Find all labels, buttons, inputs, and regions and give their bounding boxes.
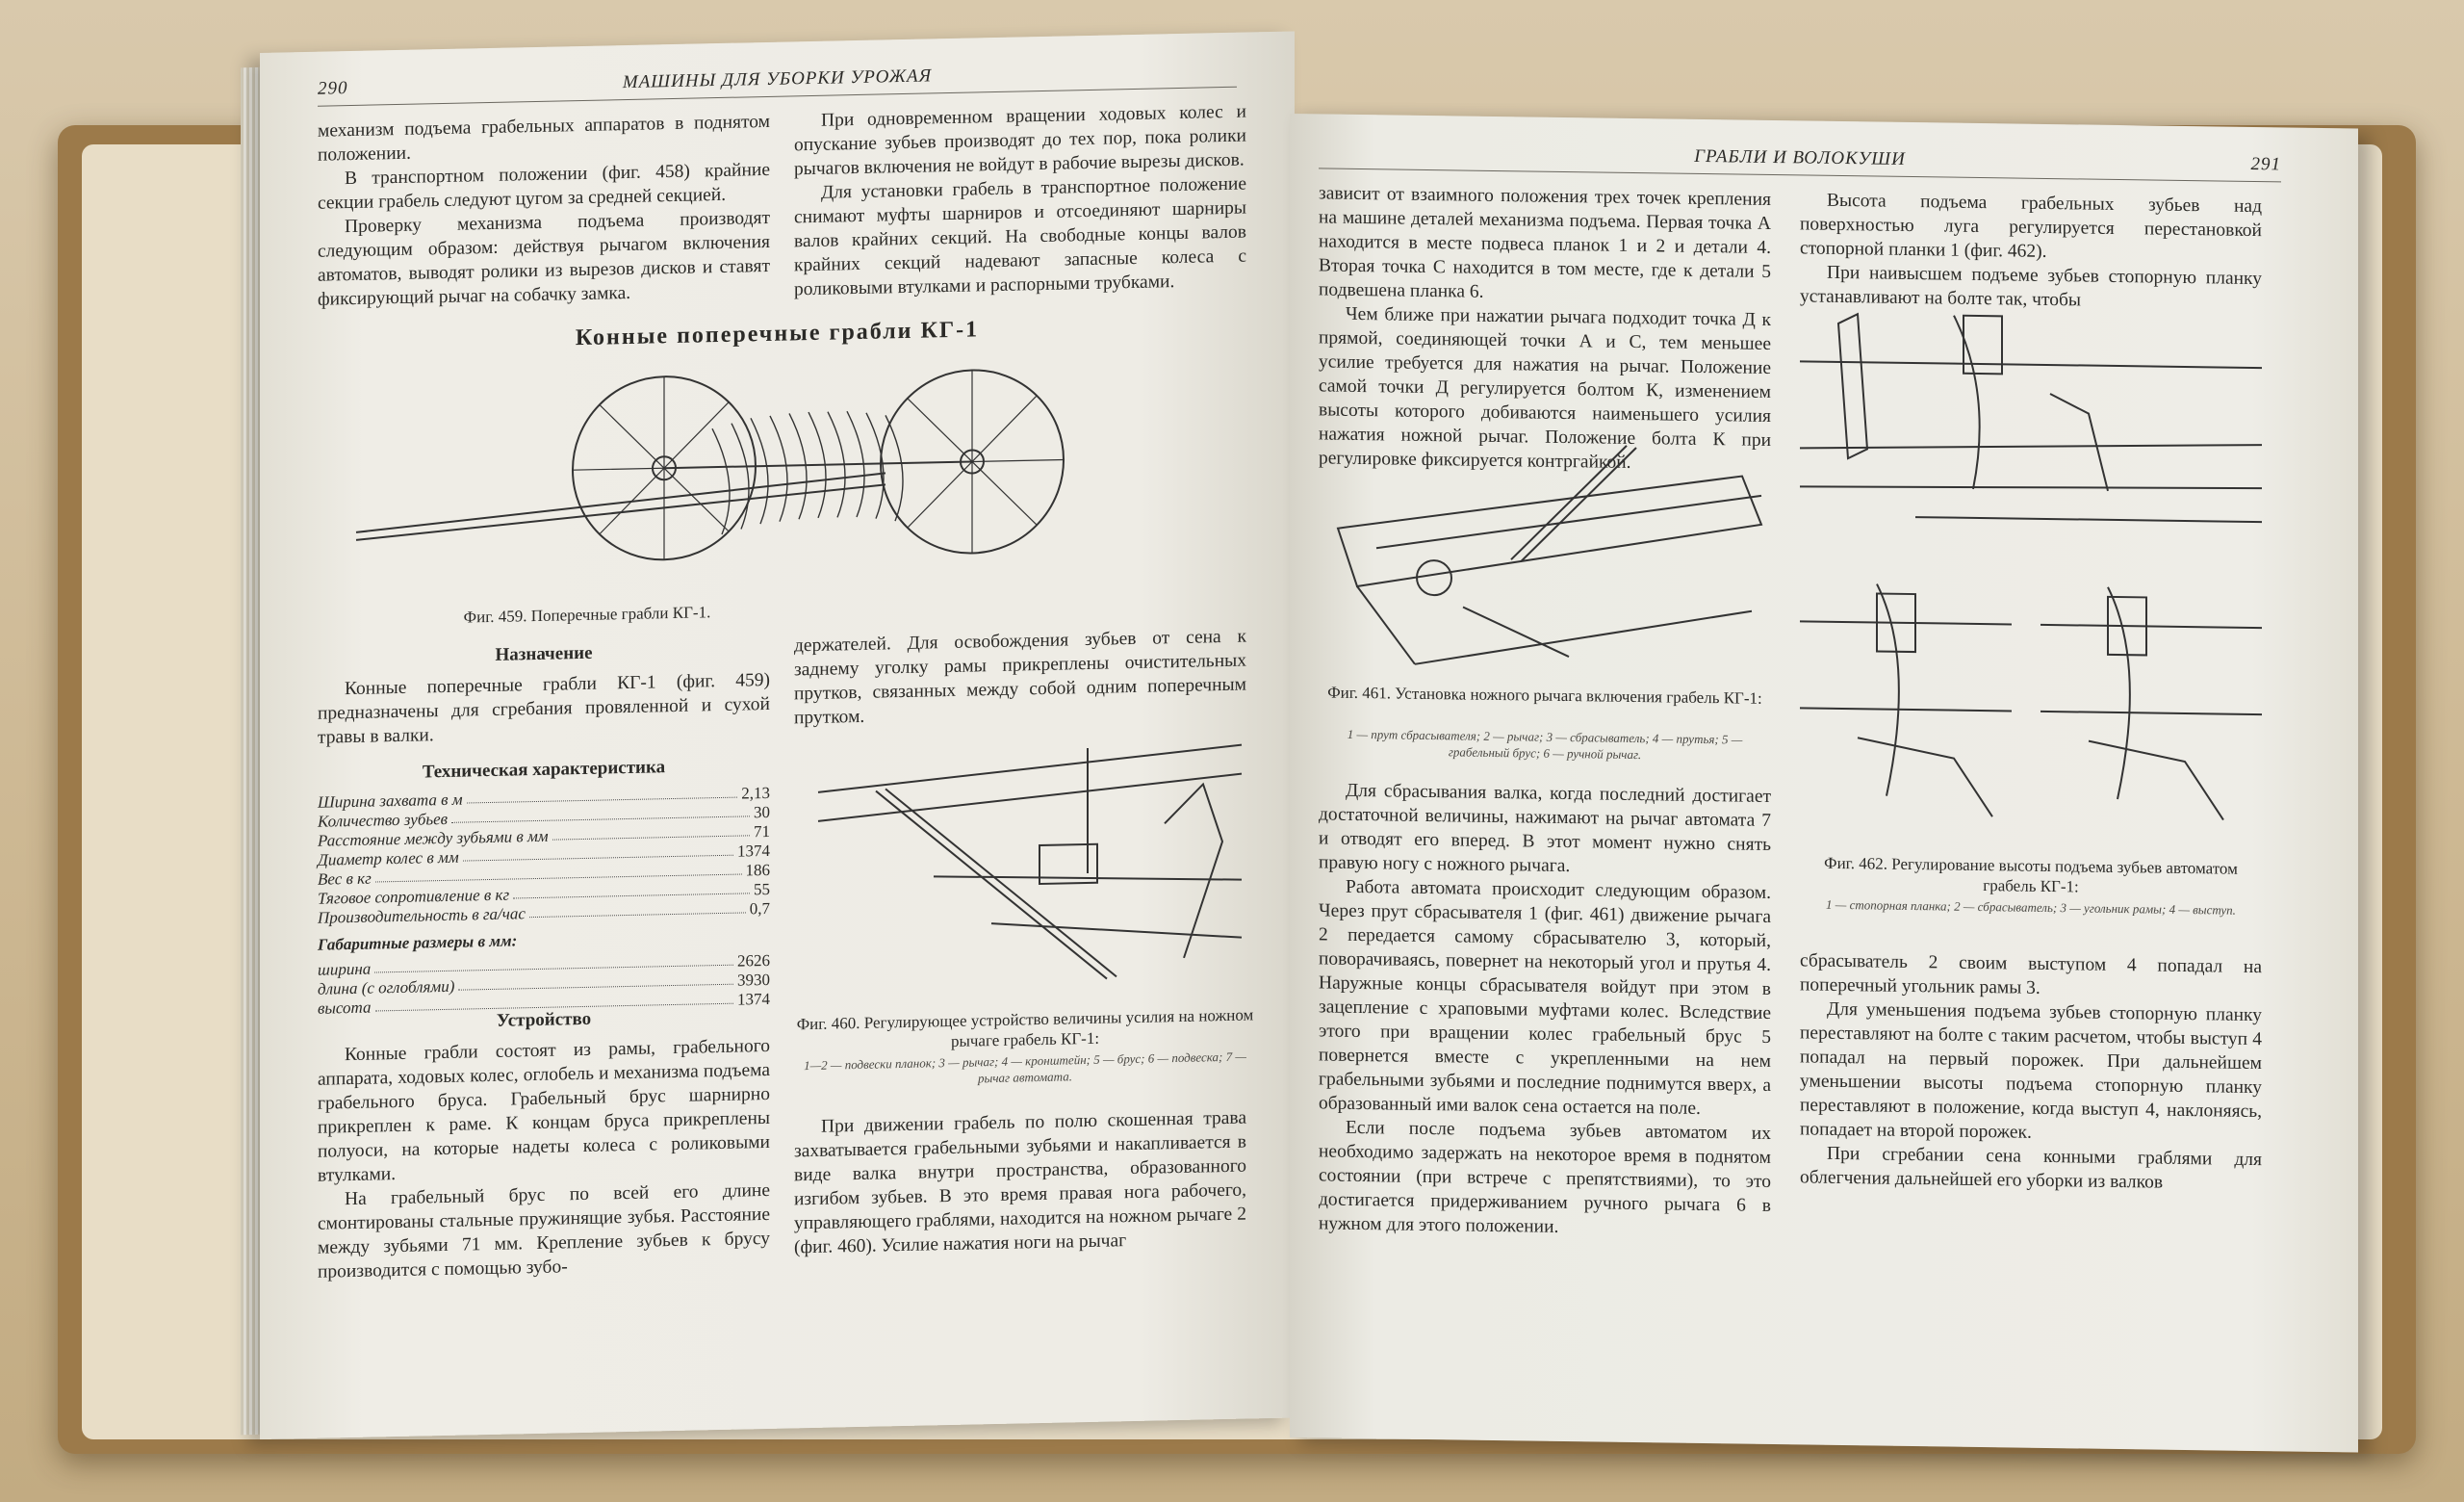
fig462-top-illustration xyxy=(1800,294,2262,560)
fig462-legend: 1 — стопорная планка; 2 — сбрасыватель; 3 — угольник рамы; 4 — выступ. xyxy=(1826,896,2236,918)
paragraph: Работа автомата происходит следующим образом. Через прут сбрасывателя 1 (фиг. 461) движение рычага 2 передается самому сбрасывателю 3, который, поворачиваясь, повернет на некоторый угол и прутья 4. Наружные концы сбрасывателя войдут при этом в зацепление с храповыми муфтами колес. Вследствие этого при вращении колес грабельный брус 5 повернется вместе с укрепленными на нем грабельными зубьями и последние поднимутся вверх, а образованный ими валок сена остается на поле. xyxy=(1319,876,1771,1119)
paragraph: Чем ближе при нажатии рычага подходит точка Д к прямой, соединяющей точки А и С, тем меньшее усилие требуется для нажатия на рычаг. Положение самой точки Д регулируется болтом К, изменением высоты которого добиваются наименьшего усилия нажатия ножной рычаг. Положение болта К при регулировке фиксируется контргайкой. xyxy=(1319,303,1771,473)
fig459-caption: Фиг. 459. Поперечные грабли КГ-1. xyxy=(463,603,711,627)
right-col1-bottom xyxy=(1319,778,1771,1242)
purpose-text xyxy=(318,668,770,750)
spec-value: 1374 xyxy=(737,841,770,861)
spec-value: 3930 xyxy=(737,970,770,990)
paragraph: зависит от взаимного положения трех точек крепления на машине деталей механизма подъема. Первая точка А находится в месте подвеса планок 1 и 2 и детали 4. Вторая точка С находится в том месте, где к детали 5 подвешена планка 6. xyxy=(1319,183,1771,302)
spec-value: 55 xyxy=(754,879,770,899)
spec-value: 186 xyxy=(745,860,770,880)
spec-label: ширина xyxy=(318,959,372,979)
dims-heading: Габаритные размеры в мм: xyxy=(318,931,518,954)
fig461-caption: Фиг. 461. Установка ножного рычага включения грабель КГ-1: xyxy=(1327,683,1762,708)
paragraph: Проверку механизма подъема производят следующим образом: действуя рычагом включения автоматов, выводят ролики из вырезов дисков и ставят фиксирующий рычаг на собачку замка. xyxy=(318,207,770,310)
spec-value: 71 xyxy=(754,821,770,842)
spec-label: Тяговое сопротивление в кг xyxy=(318,885,510,908)
paragraph: Для сбрасывания валка, когда последний достигает достаточной величины, нажимают на рычаг автомата 7 и отводят его вперед. В этот момент нужно снять правую ногу с ножного рычага. xyxy=(1319,780,1771,877)
spec-value: 2,13 xyxy=(741,783,770,803)
height-adjust-drawing-top xyxy=(1800,294,2262,560)
right-running-head xyxy=(1319,141,2281,182)
spec-label: Производительность в га/час xyxy=(318,904,526,927)
left-page-number: 290 xyxy=(318,78,348,99)
spec-value: 1374 xyxy=(737,989,770,1009)
horse-rake-drawing xyxy=(346,352,1155,601)
paragraph: держателей. Для освобождения зубьев от сена к заднему уголку рамы прикреплены очистительных прутков, связанных между собой одним поперечным прутком. xyxy=(794,626,1246,729)
spec-label: Расстояние между зубьями в мм xyxy=(318,826,549,850)
fig460-illustration xyxy=(799,725,1251,1014)
spec-label: длина (с оглоблями) xyxy=(318,976,455,998)
spec-label: Ширина захвата в м xyxy=(318,790,463,812)
right-page-number: 291 xyxy=(2250,153,2281,175)
paragraph: сбрасыватель 2 своим выступом 4 попадал на поперечный угольник рамы 3. xyxy=(1800,950,2262,998)
paragraph: Конные грабли состоят из рамы, грабельного аппарата, ходовых колес, оглобель и механизма подъема грабельного бруса. Грабельный брус шарнирно прикреплен к раме. К концам бруса прикреплены полуоси, на которые надеты колеса с роликовыми втулками. xyxy=(318,1035,770,1186)
section-title: Конные поперечные грабли КГ-1 xyxy=(575,317,980,351)
paragraph: При сгребании сена конными граблями для облегчения дальнейшей его уборки из валков xyxy=(1800,1143,2262,1193)
fig460-caption: Фиг. 460. Регулирующее устройство величины усилия на ножном рычаге грабель КГ-1: xyxy=(796,1005,1254,1050)
fig460-legend: 1—2 — подвески планок; 3 — рычаг; 4 — кронштейн; 5 — брус; 6 — подвеска; 7 — рычаг автомата. xyxy=(804,1049,1246,1086)
paragraph: Для уменьшения подъема зубьев стопорную планку переставляют на болте с таким расчетом, чтобы выступ 4 попадал на первый порожек. При дальнейшем уменьшении высоты подъема стопорную планку переставляют в положение, когда выступ 4, наклоняясь, попадает на второй порожек. xyxy=(1800,998,2262,1143)
spec-value: 0,7 xyxy=(749,898,770,919)
purpose-heading: Назначение xyxy=(495,642,593,665)
paragraph: Высота подъема грабельных зубьев над поверхностью луга регулируется перестановкой стопорной планки 1 (фиг. 462). xyxy=(1800,190,2262,262)
paragraph: Для установки грабель в транспортное положение снимают муфты шарниров и отсоединяют шарниры валов крайних секций. На свободные концы валов крайних секций надевают запасные колеса с роликовыми втулками и распорными трубками. xyxy=(794,173,1246,300)
paragraph: В транспортном положении (фиг. 458) крайние секции грабель следуют цугом за средней секцией. xyxy=(318,159,770,214)
fig461-legend: 1 — прут сбрасывателя; 2 — рычаг; 3 — сбрасыватель; 4 — прутья; 5 — грабельный брус; 6 — ручной рычаг. xyxy=(1347,726,1743,763)
right-col2-bottom xyxy=(1800,948,2262,1196)
spec-value: 2626 xyxy=(737,950,770,971)
left-running-head xyxy=(318,60,1237,107)
regulating-device-drawing xyxy=(799,725,1251,1014)
left-page xyxy=(260,31,1295,1439)
spec-table xyxy=(318,784,770,1019)
paragraph: На грабельный брус по всей его длине смонтированы стальные пружинящие зубья. Расстояние между зубьями 71 мм. Крепление зубьев к брусу производится с помощью зубо- xyxy=(318,1179,770,1282)
spec-label: высота xyxy=(318,997,372,1018)
paragraph: При наивысшем подъеме зубьев стопорную планку устанавливают на болте так, чтобы xyxy=(1800,262,2262,311)
left-running-title: МАШИНЫ ДЛЯ УБОРКИ УРОЖАЯ xyxy=(622,65,933,93)
fig462-bottom-illustration xyxy=(1800,563,2262,849)
paragraph: При движении грабель по полю скошенная трава захватывается грабельными зубьями и накапливается в виде валка внутри пространства, образованного изгибом зубьев. В это время правая нога рабочего, управляющего граблями, находится на ножном рычаге 2 (фиг. 460). Усилие нажатия ноги на рычаг xyxy=(794,1107,1246,1258)
paragraph: Конные поперечные грабли КГ-1 (фиг. 459) предназначены для сгребания провяленной и сухой травы в валки. xyxy=(318,669,770,748)
fig459-rake-illustration xyxy=(346,352,1155,601)
right-page xyxy=(1290,114,2358,1452)
spec-value: 30 xyxy=(754,802,770,822)
spec-label: Вес в кг xyxy=(318,868,372,889)
device-text xyxy=(318,1034,770,1284)
left-col1-top xyxy=(318,110,770,312)
fig462-caption: Фиг. 462. Регулирование высоты подъема зубьев автоматом грабель КГ-1: xyxy=(1824,853,2238,896)
paragraph: механизм подъема грабельных аппаратов в поднятом положении. xyxy=(318,111,770,166)
paragraph: При одновременном вращении ходовых колес и опускание зубьев производят до тех пор, пока ролики рычагов включения не войдут в рабочие вырезы дисков. xyxy=(794,101,1246,180)
spec-label: Количество зубьев xyxy=(318,809,449,831)
paragraph: Если после подъема зубьев автоматом их необходимо задержать на некоторое время в поднятом состоянии (при встрече с препятствиями), то это достигается придерживанием ручного рычага 6 в нужном для этого положении. xyxy=(1319,1117,1771,1237)
fig461-illustration xyxy=(1319,431,1771,679)
left-col2-top xyxy=(794,100,1246,302)
left-col2-mid xyxy=(794,625,1246,731)
right-running-title: ГРАБЛИ И ВОЛОКУШИ xyxy=(1694,145,1906,169)
foot-lever-drawing xyxy=(1319,431,1771,679)
tech-heading: Техническая характеристика xyxy=(422,757,666,783)
height-adjust-drawing-bottom xyxy=(1800,563,2262,849)
spec-label: Диаметр колес в мм xyxy=(318,847,459,869)
device-heading: Устройство xyxy=(496,1008,592,1031)
left-col2-bottom xyxy=(794,1106,1246,1260)
